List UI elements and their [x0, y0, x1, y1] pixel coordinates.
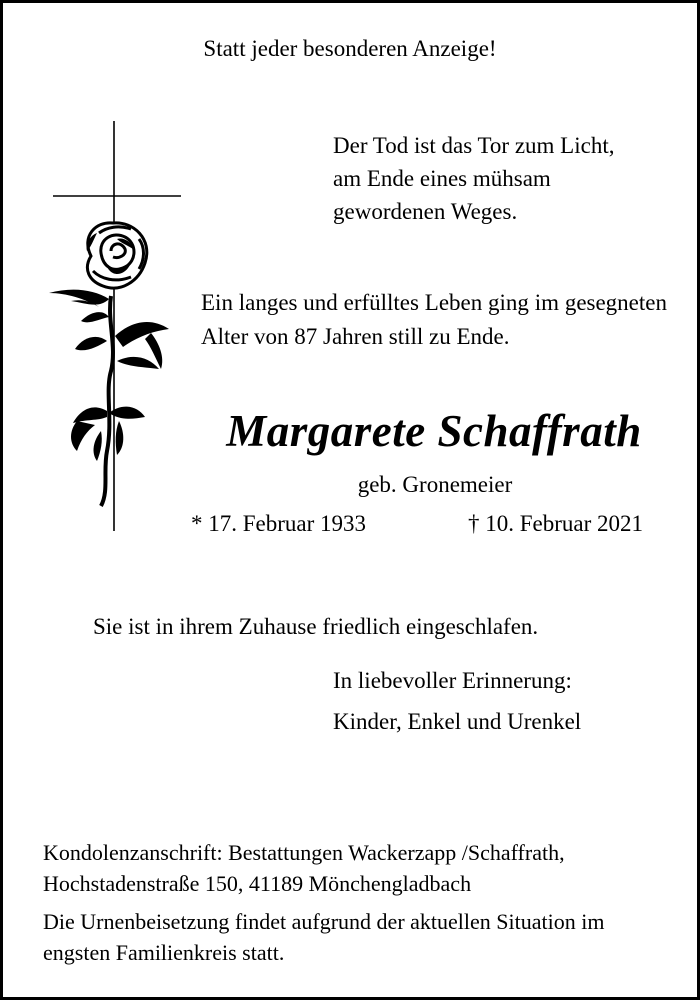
peaceful-statement: Sie ist in ihrem Zuhause friedlich eingeschlafen.	[93, 614, 539, 639]
urn-burial-note: Die Urnenbeisetzung findet aufgrund der aktuellen Situation im engsten Familienkreis statt.	[43, 909, 605, 965]
intro-text: Ein langes und erfülltes Leben ging im gesegneten Alter von 87 Jahren still zu Ende.	[201, 290, 667, 349]
death-date: † 10. Februar 2021	[468, 511, 644, 536]
memory-line: In liebevoller Erinnerung:	[333, 668, 572, 693]
poem	[333, 129, 614, 228]
deceased-name-text: Margarete Schaffrath	[226, 406, 642, 456]
cross-with-rose-icon	[41, 121, 191, 531]
maiden-name: geb. Gronemeier	[357, 472, 513, 497]
birth-date: * 17. Februar 1933	[191, 511, 367, 536]
headline: Statt jeder besonderen Anzeige!	[203, 36, 497, 61]
condolence-line: Hochstadenstraße 150, 41189 Mönchengladbach	[43, 871, 472, 896]
condolence-line: Kondolenzanschrift: Bestattungen Wackerzapp /Schaffrath,	[43, 840, 565, 865]
poem-line: gewordenen Weges.	[333, 199, 518, 224]
family-signature: Kinder, Enkel und Urenkel	[333, 709, 582, 734]
poem-line: Der Tod ist das Tor zum Licht,	[333, 133, 615, 158]
condolence-address	[43, 837, 565, 899]
poem-line: am Ende eines mühsam	[333, 166, 551, 191]
deceased-name	[3, 405, 700, 457]
